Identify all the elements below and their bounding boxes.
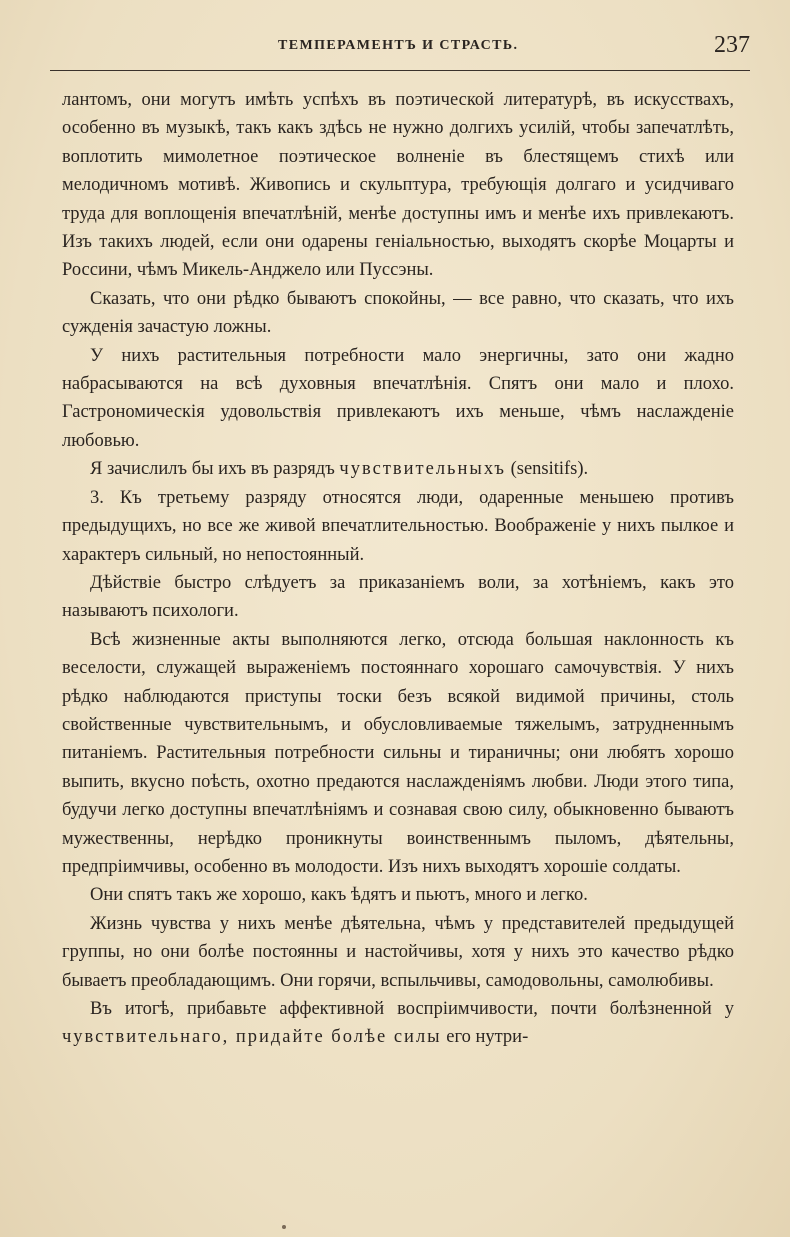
ink-speck — [282, 1225, 286, 1229]
paragraph: Жизнь чувства у нихъ менѣе дѣятельна, чѣмъ у представителей предыдущей группы, но они болѣе постоянны и настойчивы, хотя у нихъ это качество рѣдко бываетъ преобладающимъ. Они горячи, вспыльчивы, самодовольны, самолюбивы. — [62, 913, 734, 991]
classification-term: чувствительныхъ — [339, 459, 506, 480]
paragraph: Они спятъ такъ же хорошо, какъ ѣдятъ и пьютъ, много и легко. — [90, 885, 588, 906]
classification-text: Я зачислилъ бы ихъ въ разрядъ — [90, 459, 340, 480]
paragraph: Сказать, что они рѣдко бываютъ спокойны, — все равно, что сказать, что ихъ сужденія зачастую ложны. — [62, 288, 734, 338]
final-text: Въ итогѣ, прибавьте аффективной воспріимчивости, почти болѣзненной у — [90, 999, 734, 1019]
final-suffix: его нутри- — [441, 1027, 529, 1048]
page-number: 237 — [714, 32, 750, 58]
paragraph — [62, 455, 734, 483]
paragraph — [62, 995, 734, 1052]
paragraph: 3. Къ третьему разряду относятся люди, одаренные меньшею противъ предыдущихъ, но все же живой впечатлительностью. Воображеніе у нихъ пылкое и характеръ сильный, но непостоянный. — [62, 487, 734, 565]
paragraph: Всѣ жизненные акты выполняются легко, отсюда большая наклонность къ веселости, служащей выраженіемъ постояннаго хорошаго самочувствія. У нихъ рѣдко наблюдаются приступы тоски безъ всякой видимой причины, столь свойственные чувствительнымъ, и обусловливаемые тяжелымъ, затрудненнымъ питаніемъ. Растительныя потребности сильны и тираничны; они любятъ хорошо выпить, вкусно поѣсть, охотно предаются наслажденіямъ любви. Люди этого типа, будучи легко доступны впечатлѣніямъ и сознавая свою силу, обыкновенно бываютъ мужественны, нерѣдко проникнуты воинственнымъ пыломъ, дѣятельны, предпріимчивы, особенно въ молодости. Изъ нихъ выходятъ хорошіе солдаты. — [62, 629, 734, 877]
classification-suffix: (sensitifs). — [505, 459, 589, 480]
paragraph: У нихъ растительныя потребности мало энергичны, зато они жадно набрасываются на всѣ духовныя впечатлѣнія. Спятъ они мало и плохо. Гастрономическія удовольствія привлекаютъ ихъ меньше, чѣмъ наслажденіе любовью. — [62, 345, 734, 451]
page-header — [50, 30, 750, 71]
paragraph: Дѣйствіе быстро слѣдуетъ за приказаніемъ воли, за хотѣніемъ, какъ это называютъ психологи. — [62, 572, 734, 622]
paragraph: лантомъ, они могутъ имѣть успѣхъ въ поэтической литературѣ, въ искусствахъ, особенно въ музыкѣ, такъ какъ здѣсь не нужно долгихъ усилій, чтобы запечатлѣть, воплотить мимолетное поэтическое волненіе въ блестящемъ стихѣ или мелодичномъ мотивѣ. Живопись и скульптура, требующія долгаго и усидчиваго труда для воплощенія впечатлѣній, менѣе доступны имъ и менѣе ихъ привлекаютъ. Изъ такихъ людей, если они одарены геніальностью, выходятъ скорѣе Моцарты и Россини, чѣмъ Микель-Анджело или Пуссэны. — [62, 90, 734, 281]
body-text — [62, 86, 734, 1052]
final-term: чувствительнаго, придайте болѣе силы — [62, 1027, 442, 1048]
running-title: ТЕМПЕРАМЕНТЪ И СТРАСТЬ. — [278, 38, 519, 53]
